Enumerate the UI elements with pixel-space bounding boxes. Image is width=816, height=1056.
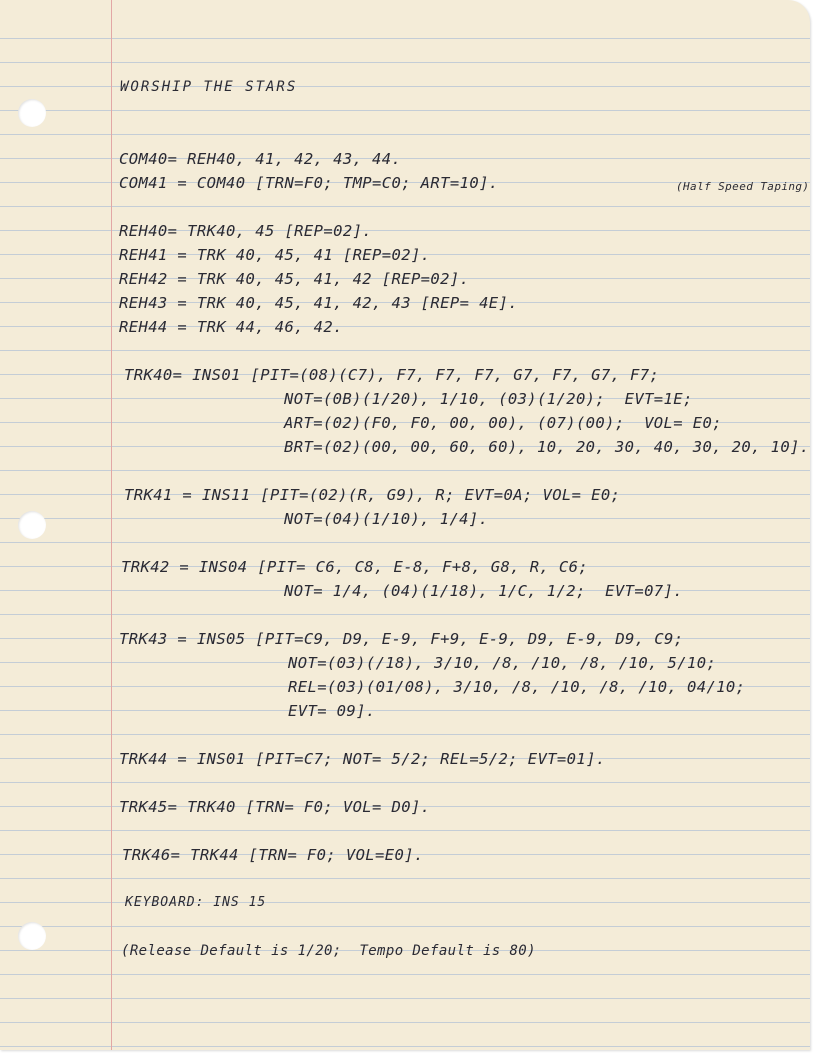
rehearsal-line: REH41 = TRK 40, 45, 41 [REP=02]. <box>119 246 431 264</box>
track-line: NOT=(03)(/18), 3/10, /8, /10, /8, /10, 5/10; <box>288 654 717 672</box>
binder-hole <box>18 511 46 539</box>
track-line: REL=(03)(01/08), 3/10, /8, /10, /8, /10, 04/10; <box>288 678 746 696</box>
binder-hole <box>18 99 46 127</box>
page-title: WORSHIP THE STARS <box>120 79 298 95</box>
track-line: TRK44 = INS01 [PIT=C7; NOT= 5/2; REL=5/2; EVT=01]. <box>119 750 606 768</box>
command-note: (Half Speed Taping) <box>676 180 810 193</box>
margin-line <box>111 0 112 1050</box>
track-line: TRK40= INS01 [PIT=(08)(C7), F7, F7, F7, G7, F7, G7, F7; <box>124 366 660 384</box>
track-line: TRK41 = INS11 [PIT=(02)(R, G9), R; EVT=0A; VOL= E0; <box>124 486 621 504</box>
track-line: TRK43 = INS05 [PIT=C9, D9, E-9, F+9, E-9, D9, E-9, D9, C9; <box>119 630 684 648</box>
track-line: NOT=(0B)(1/20), 1/10, (03)(1/20); EVT=1E; <box>284 390 693 408</box>
track-line: BRT=(02)(00, 00, 60, 60), 10, 20, 30, 40, 30, 20, 10]. <box>284 438 810 456</box>
rehearsal-line: REH42 = TRK 40, 45, 41, 42 [REP=02]. <box>119 270 470 288</box>
track-line: TRK42 = INS04 [PIT= C6, C8, E-8, F+8, G8, R, C6; <box>121 558 589 576</box>
command-line: COM40= REH40, 41, 42, 43, 44. <box>119 150 402 168</box>
track-line: NOT=(04)(1/10), 1/4]. <box>284 510 489 528</box>
footnote: (Release Default is 1/20; Tempo Default is 80) <box>121 943 536 959</box>
binder-hole <box>18 922 46 950</box>
rehearsal-line: REH43 = TRK 40, 45, 41, 42, 43 [REP= 4E]. <box>119 294 519 312</box>
track-line: EVT= 09]. <box>288 702 376 720</box>
keyboard-line: KEYBOARD: INS 15 <box>125 895 267 910</box>
track-line: TRK45= TRK40 [TRN= F0; VOL= D0]. <box>119 798 431 816</box>
rehearsal-line: REH44 = TRK 44, 46, 42. <box>119 318 343 336</box>
track-line: TRK46= TRK44 [TRN= F0; VOL=E0]. <box>122 846 424 864</box>
track-line: NOT= 1/4, (04)(1/18), 1/C, 1/2; EVT=07]. <box>284 582 684 600</box>
command-line: COM41 = COM40 [TRN=F0; TMP=C0; ART=10]. <box>119 174 499 192</box>
rehearsal-line: REH40= TRK40, 45 [REP=02]. <box>119 222 373 240</box>
track-line: ART=(02)(F0, F0, 00, 00), (07)(00); VOL= E0; <box>284 414 722 432</box>
